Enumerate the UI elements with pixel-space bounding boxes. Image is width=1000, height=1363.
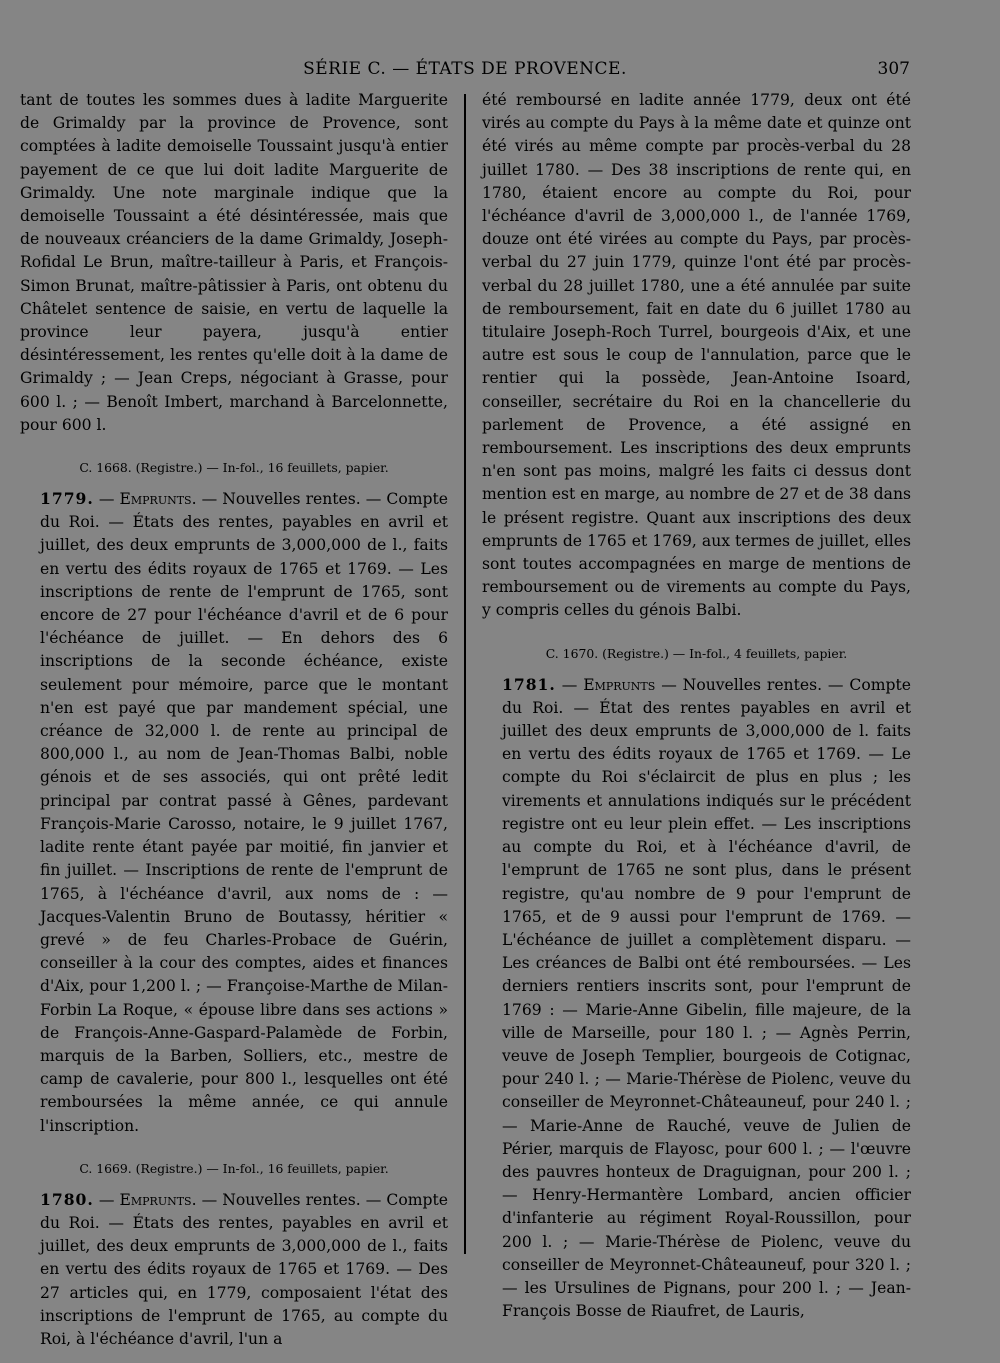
source-reference-1668: C. 1668. (Registre.) — In-fol., 16 feuillets, papier. — [79, 460, 389, 476]
entry-1781-year: 1781. — [502, 674, 556, 694]
running-header-title: SÉRIE C. — ÉTATS DE PROVENCE. — [303, 59, 627, 79]
entry-1779-tag: — Emprunts. — [98, 490, 197, 509]
entry-1780-year: 1780. — [40, 1189, 94, 1209]
entry-1781-text: — Nouvelles rentes. — Compte du Roi. — État des rentes payables en avril et juillet des deux emprunts de 3,000,000 de l. faits en vertu des édits royaux de 1765 et 1769. — Le compte du Roi s'éclaircit de plus en plus ; les virements et annulations indiqués sur le précédent registre ont eu leur plein effet. — Les inscriptions au compte du Roi, et à l'échéance d'avril, de l'emprunt de 1765 ne sont plus, dans le présent registre, qu'au nombre de 9 pour l'emprunt de 1765, et de 9 aussi pour l'emprunt de 1769. — L'échéance de juillet a complètement disparu. — Les créances de Balbi ont été remboursées. — Les derniers rentiers inscrits sont, pour l'emprunt de 1769 : — Marie-Anne Gibelin, fille majeure, de la ville de Marseille, pour 180 l. ; — Agnès Perrin, veuve de Joseph Templier, bourgeois de Cotignac, pour 240 l. ; — Marie-Thérèse de Piolenc, veuve du conseiller de Meyronnet-Châteauneuf, pour 240 l. ; — Marie-Anne de Rauché, veuve de Julien de Périer, marquis de Flayosc, pour 600 l. ; — l'œuvre des pauvres honteux de Draguignan, pour 200 l. ; — Henry-Hermantère Lombard, ancien officier d'infanterie au régiment Royal-Roussillon, pour 200 l. ; — Marie-Thérèse de Piolenc, veuve du conseiller de Meyronnet-Châteauneuf, pour 320 l. ; — les Ursulines de Pignans, pour 200 l. ; — Jean-François Bosse de Riaufret, de Lauris, — [502, 675, 911, 1321]
page-number: 307 — [877, 59, 910, 79]
source-reference-1669: C. 1669. (Registre.) — In-fol., 16 feuillets, papier. — [79, 1160, 389, 1176]
left-continuation-paragraph: tant de toutes les sommes dues à ladite Marguerite de Grimaldy par la province de Provence, sont comptées à ladite demoiselle Toussaint jusqu'à entier payement de ce que lui doit ladite Marguerite de Grimaldy. Une note marginale indique que la demoiselle Toussaint a été désintéressée, mais que de nouveaux créanciers de la dame Grimaldy, Joseph-Rofidal Le Brun, maître-tailleur à Paris, et François-Simon Brunat, maître-pâtissier à Paris, ont obtenu du Châtelet sentence de saisie, en vertu de laquelle la province leur payera, jusqu'à entier désintéressement, les rentes qu'elle doit à la dame de Grimaldy ; — Jean Creps, négociant à Grasse, pour 600 l. ; — Benoît Imbert, marchand à Barcelonnette, pour 600 l. — [20, 91, 448, 434]
right-column — [482, 89, 911, 1323]
column-divider — [464, 94, 466, 1254]
entry-1781-paragraph — [482, 673, 911, 1324]
entry-1781-tag: — Emprunts — [561, 675, 656, 694]
entry-1779-text: — Nouvelles rentes. — Compte du Roi. — États des rentes, payables en avril et juillet, des deux emprunts de 3,000,000 de l., faits en vertu des édits royaux de 1765 et 1769. — Les inscriptions de rente de l'emprunt de 1765, sont encore de 27 pour l'échéance d'avril et de 6 pour l'échéance de juillet. — En dehors des 6 inscriptions de la seconde échéance, existe seulement pour mémoire, parce que le montant n'en est payé que par mandement spécial, une créance de 32,000 l. de rente au principal de 800,000 l., au nom de Jean-Thomas Balbi, noble génois et de ses associés, qui ont prêté ledit principal par contrat passé à Gênes, pardevant François-Marie Carosso, notaire, le 9 juillet 1767, ladite rente étant payée par moitié, fin janvier et fin juillet. — Inscriptions de rente de l'emprunt de 1765, à l'échéance d'avril, aux noms de : — Jacques-Valentin Bruno de Boutassy, héritier « grevé » de feu Charles-Probace de Guérin, conseiller à la cour des comptes, aides et finances d'Aix, pour 1,200 l. ; — Françoise-Marthe de Milan-Forbin La Roque, « épouse libre dans ses actions » de François-Anne-Gaspard-Palamède de Forbin, marquis de la Barben, Solliers, etc., mestre de camp de cavalerie, pour 800 l., lesquelles ont été remboursées la même année, ce qui annule l'inscription. — [40, 490, 448, 1135]
left-column — [20, 89, 448, 1351]
source-reference-1670: C. 1670. (Registre.) — In-fol., 4 feuillets, papier. — [545, 645, 848, 661]
right-continuation-paragraph: été remboursé en ladite année 1779, deux ont été virés au compte du Pays à la même date et quinze ont été virés au même compte par procès-verbal du 28 juillet 1780. — Des 38 inscriptions de rente qui, en 1780, étaient encore au compte du Roi, pour l'échéance d'avril de 3,000,000 l., de l'année 1769, douze ont été virées au compte du Pays, par procès-verbal du 27 juin 1779, quinze l'ont été par procès-verbal du 28 juillet 1780, une a été annulée par suite de remboursement, fait en date du 6 juillet 1780 au titulaire Joseph-Roch Turrel, bourgeois d'Aix, et une autre est sous le coup de l'annulation, parce que le rentier qui la possède, Jean-Antoine Isoard, conseiller, secrétaire du Roi en la chancellerie du parlement de Provence, a été assigné en remboursement. Les inscriptions des deux emprunts n'en sont pas moins, malgré les faits ci dessus dont mention est en marge, au nombre de 27 et de 38 dans le présent registre. Quant aux inscriptions des deux emprunts de 1765 et 1769, aux termes de juillet, elles sont toutes accompagnées en marge de mentions de remboursement ou de virements au compte du Pays, y compris celles du génois Balbi. — [482, 91, 911, 620]
entry-1779-paragraph — [20, 487, 448, 1138]
entry-1779-year: 1779. — [40, 489, 94, 509]
entry-1780-text: — Nouvelles rentes. — Compte du Roi. — États des rentes, payables en avril et juillet, des deux emprunts de 3,000,000 de l., faits en vertu des édits royaux de 1765 et 1769. — Des 27 articles qui, en 1779, composaient l'état des inscriptions de l'emprunt de 1765, au compte du Roi, à l'échéance d'avril, l'un a — [40, 1190, 448, 1348]
entry-1780-tag: — Emprunts. — [98, 1190, 197, 1209]
entry-1780-paragraph — [20, 1188, 448, 1351]
